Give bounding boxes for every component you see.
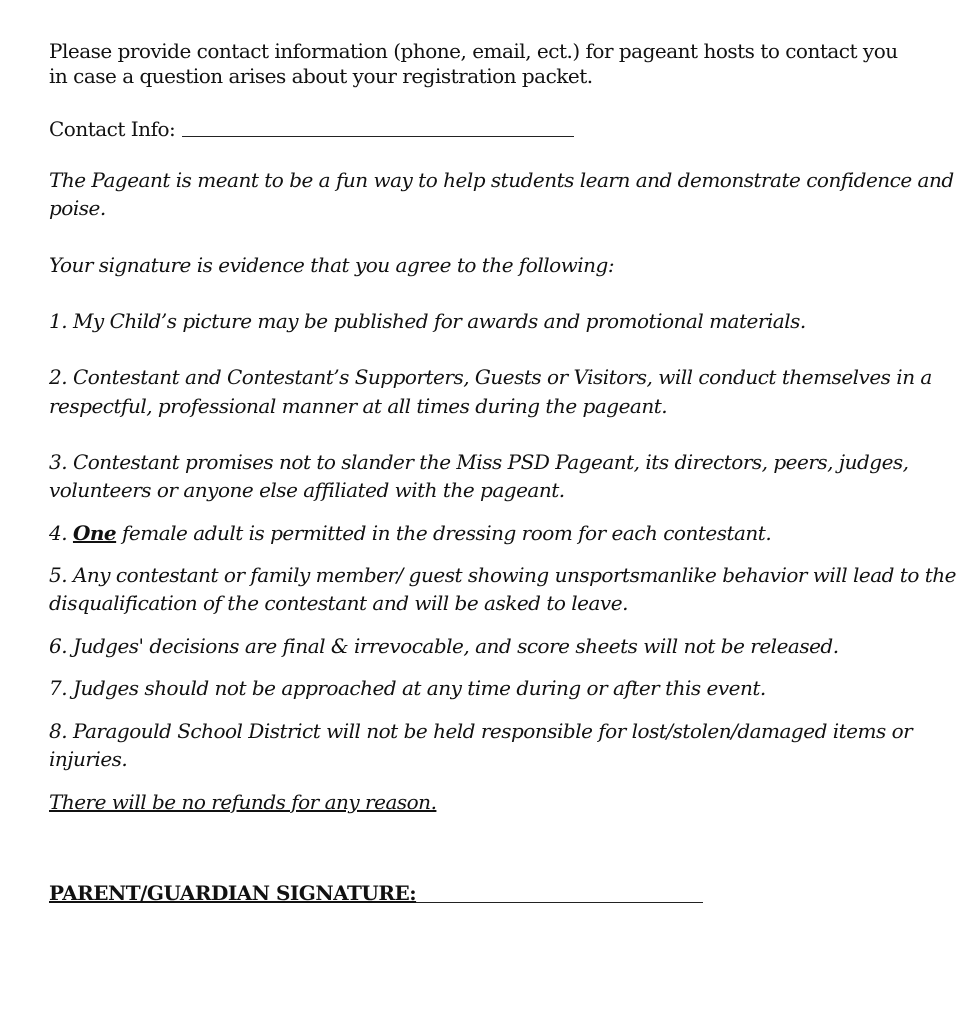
- rule-3-line-2: volunteers or anyone else affiliated with the pageant.: [49, 478, 565, 502]
- rule-8-line-2: injuries.: [49, 747, 128, 771]
- signature-field[interactable]: [416, 902, 703, 903]
- rule-2-line-1: 2. Contestant and Contestant’s Supporters, Guests or Visitors, will conduct themselves in a: [49, 365, 932, 389]
- rule-6: 6. Judges' decisions are final & irrevocable, and score sheets will not be released.: [49, 634, 839, 658]
- rule-5-line-1: 5. Any contestant or family member/ guest showing unsportsmanlike behavior will lead to the: [49, 563, 956, 587]
- intro-line-2: in case a question arises about your registration packet.: [49, 64, 593, 88]
- rule-4: [49, 520, 771, 546]
- contact-info-field[interactable]: [182, 136, 574, 137]
- rule-5-line-2: disqualification of the contestant and will be asked to leave.: [49, 591, 628, 615]
- signature-label: PARENT/GUARDIAN SIGNATURE:: [49, 881, 417, 905]
- rule-4-rest: female adult is permitted in the dressing room for each contestant.: [116, 521, 772, 545]
- refund-notice: There will be no refunds for any reason.: [49, 790, 437, 814]
- intro-line-1: Please provide contact information (phone, email, ect.) for pageant hosts to contact you: [49, 39, 898, 63]
- purpose-line-1: The Pageant is meant to be a fun way to help students learn and demonstrate confidence and: [49, 168, 954, 192]
- contact-info-label: Contact Info:: [49, 117, 176, 141]
- purpose-line-2: poise.: [49, 196, 106, 220]
- rule-8-line-1: 8. Paragould School District will not be held responsible for lost/stolen/damaged items or: [49, 719, 913, 743]
- rule-2-line-2: respectful, professional manner at all times during the pageant.: [49, 394, 668, 418]
- rule-3-line-1: 3. Contestant promises not to slander the Miss PSD Pageant, its directors, peers, judges,: [49, 450, 909, 474]
- rule-1: 1. My Child’s picture may be published for awards and promotional materials.: [49, 309, 806, 333]
- rule-7: 7. Judges should not be approached at any time during or after this event.: [49, 676, 766, 700]
- agreement-intro: Your signature is evidence that you agree to the following:: [49, 253, 615, 277]
- rule-4-emphasis: One: [72, 521, 117, 545]
- rule-4-prefix: 4.: [49, 521, 73, 545]
